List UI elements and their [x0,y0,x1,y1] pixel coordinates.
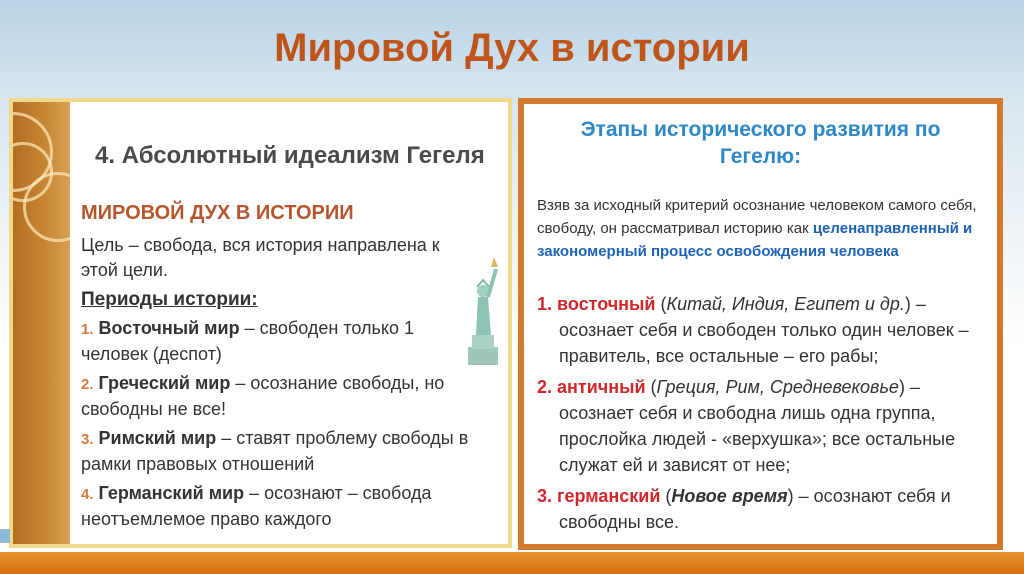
period-item: 3. Римский мир – ставят проблему свободы в рамки правовых отношений [81,428,469,474]
periods-title: Периоды истории: [81,289,258,310]
stage-item: 2. античный (Греция, Рим, Средневековье) – осознает себя и свободна лишь одна группа, прослойка людей - «верхушка»; все остальные служат ей и зависят от нее; [537,377,956,475]
period-item: 1. Восточный мир – свободен только 1 человек (деспот) [81,318,414,364]
left-panel [9,98,512,548]
goal-text: Цель – свобода, вся история направлена к этой цели. [81,235,440,280]
periods-list [81,316,481,536]
right-panel [518,98,1003,550]
period-item: 2. Греческий мир – осознание свободы, но свободны не все! [81,373,445,419]
stages-list [537,291,992,540]
stages-title: Этапы исторического развития по Гегелю: [580,118,941,168]
period-item: 4. Германский мир – осознают – свобода неотъемлемое право каждого [81,483,432,529]
slide-title: Мировой Дух в истории [274,26,750,70]
statue-of-liberty-icon [458,247,508,367]
corner-accent [0,529,10,543]
stage-item: 1. восточный (Китай, Индия, Египет и др.) – осознает себя и свободен только один человек – правитель, все остальные – его рабы; [537,294,969,366]
stage-item: 3. германский (Новое время) – осознают себя и свободны все. [537,486,951,532]
decorative-strip [13,102,70,544]
intro-text: Взяв за исходный критерий осознание человеком самого себя, свободу, он рассматривал историю как целенаправленный и закономерный процесс освобождения человека [537,197,977,260]
section-subheading: МИРОВОЙ ДУХ В ИСТОРИИ [81,202,354,224]
section-heading: 4. Абсолютный идеализм Гегеля [95,142,485,169]
bottom-bar [0,552,1024,574]
